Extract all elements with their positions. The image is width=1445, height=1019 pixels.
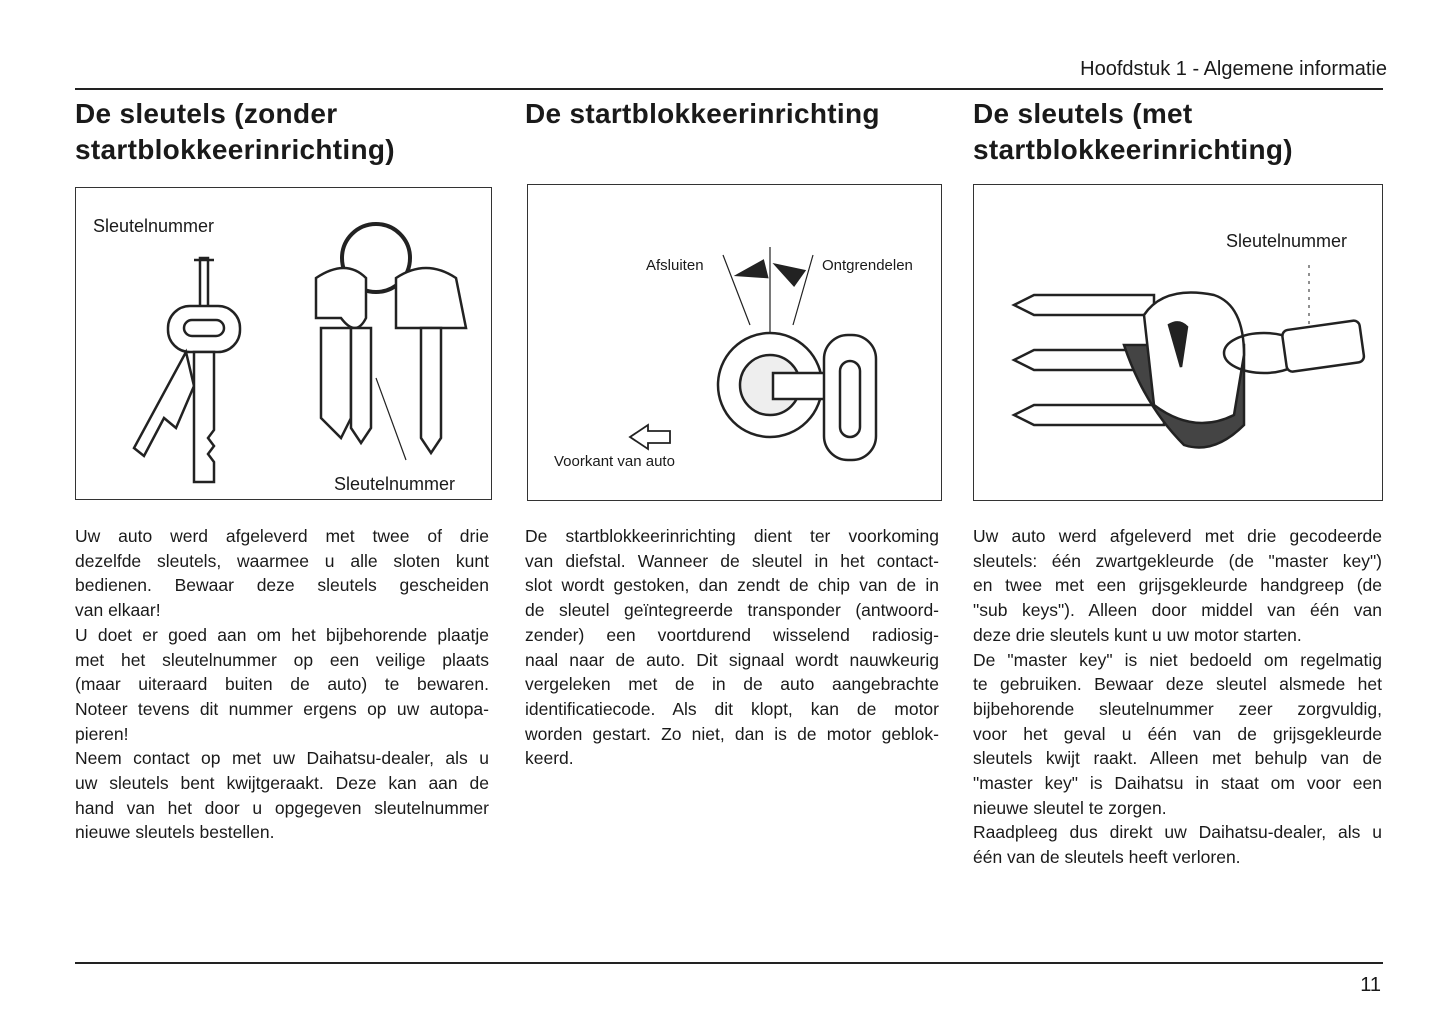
text-line: sleutels kwijt raakt. Alleen met behulp van de [973,748,1382,769]
text-line: van elkaar! [75,600,161,621]
text-line: één van de sleutels heeft verloren. [973,847,1241,868]
paragraph [973,820,1382,869]
text-line: zender) een voortdurend wisselend radiosig- [525,624,939,645]
text-line: hand van het door u opgegeven sleutelnummer [75,797,489,818]
text-line: bijbehorende sleutelnummer zeer zorgvuldig, [973,698,1382,719]
text-line: "master key" is Daihatsu in staat om voor een [973,773,1382,794]
text-line: U doet er goed aan om het bijbehorende plaatje [75,624,489,645]
text-line: nieuwe sleutels bestellen. [75,822,275,843]
page-number: 11 [1360,974,1381,996]
text-line: de sleutel geïntegreerde transponder (antwoord- [525,600,939,621]
text-line: dezelfde sleutels, waarmee u alle sloten kunt [75,550,489,571]
text-line: nieuwe sleutel te zorgen. [973,797,1167,818]
title-line: De sleutels (met [973,98,1193,129]
text-line: en twee met een grijsgekleurde handgreep (de [973,575,1382,596]
section-title-keys-without-immobilizer [75,96,395,168]
lock-label: Afsluiten [646,257,704,274]
section-title-keys-with-immobilizer [973,96,1293,168]
text-line: te gebruiken. Bewaar deze sleutel alsmede het [973,674,1382,695]
text-line: identificatiecode. Als dit klopt, kan de motor [525,698,939,719]
body-text-col1 [75,524,489,845]
text-line: pieren! [75,723,129,744]
text-line: naal naar de auto. Dit signaal wordt nauwkeurig [525,649,939,670]
paragraph [75,623,489,747]
text-line: van diefstal. Wanneer de sleutel in het contact- [525,550,939,571]
text-line: vergeleken met de in de auto aangebrachte [525,674,939,695]
title-line: De startblokkeerinrichting [525,98,880,129]
text-line: keerd. [525,748,574,769]
text-line: uw sleutels bent kwijtgeraakt. Deze kan aan de [75,773,489,794]
text-line: Raadpleeg dus direkt uw Daihatsu-dealer, als u [973,822,1382,843]
paragraph [973,524,1382,648]
paragraph [75,746,489,845]
text-line: worden gestart. Zo niet, dan is de motor geblok- [525,723,939,744]
key-number-label-top: Sleutelnummer [93,216,215,236]
title-line: startblokkeerinrichting) [75,134,395,165]
paragraph [75,524,489,623]
text-line: De "master key" is niet bedoeld om regelmatig [973,649,1382,670]
text-line: sleutels: één zwartgekleurde (de "master key") [973,550,1382,571]
chapter-header: Hoofdstuk 1 - Algemene informatie [1080,58,1387,80]
text-line: deze drie sleutels kunt u uw motor starten. [973,624,1302,645]
text-line: voor het geval u één van de grijsgekleurde [973,723,1382,744]
title-line: startblokkeerinrichting) [973,134,1293,165]
figure-keys-with-immobilizer [973,184,1383,501]
paragraph [973,648,1382,821]
body-text-col3 [973,524,1382,870]
text-line: Neem contact op met uw Daihatsu-dealer, als u [75,748,489,769]
body-text-col2 [525,524,939,771]
text-line: "sub keys"). Alleen door middel van één van [973,600,1382,621]
figure-keys-without-immobilizer [75,187,492,500]
text-line: bedienen. Bewaar deze sleutels gescheiden [75,575,489,596]
text-line: met het sleutelnummer op een veilige plaats [75,649,489,670]
title-line: De sleutels (zonder [75,98,338,129]
bottom-rule [75,962,1383,964]
section-title-immobilizer [525,96,880,132]
text-line: Uw auto werd afgeleverd met twee of drie [75,526,489,546]
vehicle-front-label: Voorkant van auto [554,453,675,470]
text-line: De startblokkeerinrichting dient ter voorkoming [525,526,939,546]
text-line: slot wordt gestoken, dan zendt de chip van de in [525,575,939,596]
figure-immobilizer [527,184,942,501]
unlock-label: Ontgrendelen [822,257,913,274]
text-line: (maar uiteraard buiten de auto) te bewaren. [75,674,489,695]
key-number-label-bottom: Sleutelnummer [334,474,456,494]
top-rule [75,88,1383,90]
text-line: Noteer tevens dit nummer ergens op uw autopa- [75,698,489,719]
text-line: Uw auto werd afgeleverd met drie gecodeerde [973,526,1382,546]
paragraph [525,524,939,771]
key-number-label: Sleutelnummer [1226,231,1348,251]
